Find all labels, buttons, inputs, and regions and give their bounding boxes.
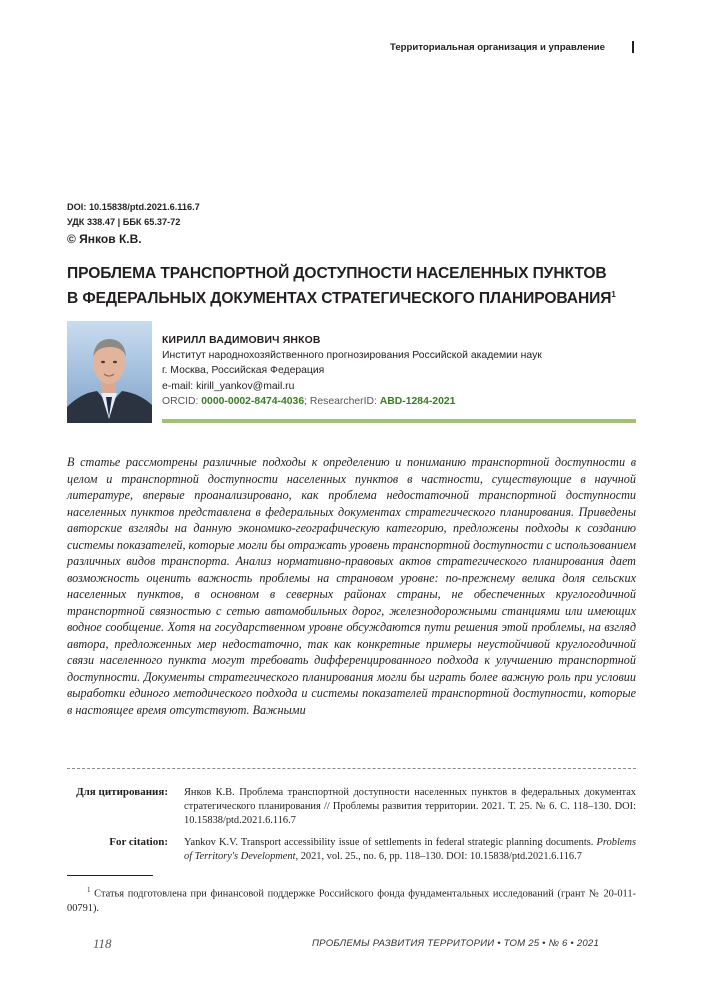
footnote	[67, 883, 636, 916]
page-number: 118	[93, 936, 112, 951]
title-line-2: В ФЕДЕРАЛЬНЫХ ДОКУМЕНТАХ СТРАТЕГИЧЕСКОГО ПЛАНИРОВАНИЯ	[67, 290, 612, 308]
author-email[interactable]: e-mail: kirill_yankov@mail.ru	[162, 380, 295, 392]
author-institute: Институт народнохозяйственного прогнозирования Российской академии наук	[162, 350, 542, 362]
citation-en-part-2: 2021, vol. 25., no. 6, pp. 118–130. DOI: 10.15838/ptd.2021.6.116.7	[298, 851, 582, 863]
footnote-mark: 1	[87, 886, 91, 894]
author-name: КИРИЛЛ ВАДИМОВИЧ ЯНКОВ	[162, 335, 321, 346]
author-photo	[67, 321, 152, 423]
citation-ru-text: Янков К.В. Проблема транспортной доступности населенных пунктов в федеральных документах стратегического планирования // Проблемы развития территории. 2021. Т. 25. № 6. С. 118–130. DOI: 10.15838/ptd.2021.6.116.7	[184, 787, 636, 827]
article-title	[67, 263, 667, 309]
author-info	[162, 333, 542, 409]
author-ids	[162, 394, 542, 409]
title-line-1: ПРОБЛЕМА ТРАНСПОРТНОЙ ДОСТУПНОСТИ НАСЕЛЕННЫХ ПУНКТОВ	[67, 265, 607, 282]
copyright-line: © Янков К.В.	[67, 232, 142, 246]
author-divider	[162, 419, 636, 423]
orcid-label: ORCID:	[162, 395, 199, 407]
citation-en-journal: Problems of Territory's Development,	[184, 837, 636, 863]
citation-en-text	[184, 836, 636, 864]
citation-en-part-1: Yankov K.V. Transport accessibility issue of settlements in federal strategic planning documents.	[184, 837, 597, 848]
running-header: Территориальная организация и управление	[389, 42, 605, 53]
citation-ru-label: Для цитирования:	[76, 786, 168, 798]
title-footnote-mark: 1	[611, 290, 616, 299]
citation-divider	[67, 768, 636, 769]
header-bar	[632, 41, 634, 53]
abstract-text: В статье рассмотрены различные подходы к определению и пониманию транспортной доступности в целом и транспортной доступности населенных пунктов в частности, существующие в научной литературе, впервые проанализировано, как проблема недостаточной транспортной доступности населенных пунктов представлена в федеральных документах стратегического планирования. Приведены авторские взгляды на данную экономико-географическую категорию, предложены подходы к созданию системы показателей, которые могли бы отражать уровень транспортной доступности с использованием различных видов транспорта. Анализ нормативно-правовых актов стратегического планирования дает возможность оценить важность проблемы на страновом уровне: по-прежнему велика доля сельских населенных пунктов, в основном в северных районах страны, не обеспеченных круглогодичной транспортной связностью с сетью автомобильных дорог, железнодорожными станциями или имеющих водное сообщение. Хотя на государственном уровне обсуждаются пути решения этой проблемы, на взгляд автора, предложенных мер недостаточно, так как конкретные примеры неустойчивой круглогодичной связи населенного пункта могут требовать дифференцированного подхода к улучшению транспортной доступности. Документы стратегического планирования могли бы играть более важную роль при условии выработки единого методического подхода и системы показателей транспортной доступности, которые в настоящее время отсутствуют. Важными	[67, 455, 636, 717]
footnote-divider	[67, 875, 153, 876]
udk-line: УДК 338.47 | ББК 65.37-72	[67, 217, 181, 227]
citation-en-label: For citation:	[109, 836, 168, 848]
footer-journal-info: ПРОБЛЕМЫ РАЗВИТИЯ ТЕРРИТОРИИ • ТОМ 25 • № 6 • 2021	[312, 938, 599, 949]
author-city: г. Москва, Российская Федерация	[162, 365, 325, 377]
doi-line: DOI: 10.15838/ptd.2021.6.116.7	[67, 202, 200, 212]
footnote-text: Статья подготовлена при финансовой поддержке Российского фонда фундаментальных исследований (грант № 20-011-00791).	[67, 888, 636, 914]
researcher-id-link[interactable]: ABD-1284-2021	[379, 395, 456, 407]
researcher-id-label: ; ResearcherID:	[304, 395, 377, 407]
orcid-link[interactable]: 0000-0002-8474-4036	[201, 395, 305, 407]
